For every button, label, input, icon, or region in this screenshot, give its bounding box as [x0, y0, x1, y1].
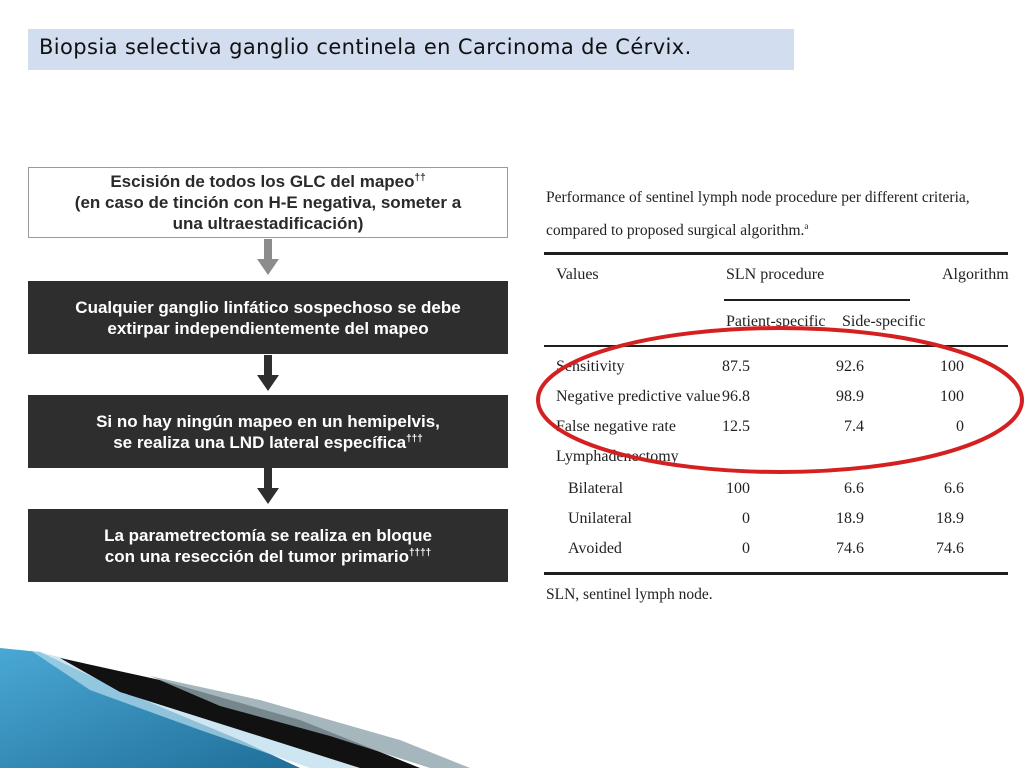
header-patient-specific: Patient-specific — [726, 313, 826, 330]
caption-mark: a — [804, 221, 809, 231]
step-4-line-1: La parametrectomía se realiza en bloque — [104, 525, 432, 545]
step-1-mark: †† — [414, 172, 426, 184]
step-1-line-1: Escisión de todos los GLC del mapeo†† — [110, 172, 426, 191]
table-cell-algorithm: 100 — [940, 388, 964, 405]
table-cell-side-specific: 92.6 — [836, 358, 864, 375]
step-4-mark: †††† — [408, 546, 432, 558]
step-3-line-1: Si no hay ningún mapeo en un hemipelvis, — [96, 411, 440, 431]
step-1-line-3: una ultraestadificación) — [172, 214, 364, 233]
table-row-label: False negative rate — [556, 418, 676, 435]
step-3-line-2: se realiza una LND lateral específica††† — [113, 432, 423, 452]
step-2-line-1: Cualquier ganglio linfático sospechoso se debe — [75, 297, 461, 317]
table-cell-patient-specific: 12.5 — [722, 418, 750, 435]
table-cell-side-specific: 6.6 — [844, 480, 864, 497]
step-4-line-2: con una resección del tumor primario†††† — [104, 546, 432, 566]
table-cell-algorithm: 0 — [956, 418, 964, 435]
table-row-label: Bilateral — [568, 480, 624, 497]
table-cell-patient-specific: 96.8 — [722, 388, 750, 405]
header-sln-procedure: SLN procedure — [726, 266, 825, 283]
table-cell-patient-specific: 87.5 — [722, 358, 750, 375]
table-cell-side-specific: 7.4 — [844, 418, 864, 435]
table-cell-side-specific: 74.6 — [836, 540, 864, 557]
table-row-label: Avoided — [568, 540, 622, 557]
table-row-label: Negative predictive value — [556, 388, 721, 405]
step-3-mark: ††† — [406, 432, 423, 444]
table-row-label: Unilateral — [568, 510, 632, 527]
step-2-line-2: extirpar independientemente del mapeo — [107, 318, 429, 338]
table-cell-patient-specific: 0 — [742, 540, 750, 557]
table-cell-algorithm: 74.6 — [936, 540, 964, 557]
table-cell-algorithm: 18.9 — [936, 510, 964, 527]
table-caption: Performance of sentinel lymph node procedure per different criteria, compared to proposed surgical algorithm.$^a$ — [546, 189, 970, 240]
table-cell-algorithm: 6.6 — [944, 480, 964, 497]
header-values: Values — [556, 266, 599, 283]
header-side-specific: Side-specific — [842, 313, 926, 330]
table-cell-patient-specific: 0 — [742, 510, 750, 527]
step-1-line-2: (en caso de tinción con H-E negativa, someter a — [74, 193, 462, 212]
slide-title: Biopsia selectiva ganglio centinela en Carcinoma de Cérvix. — [28, 29, 794, 70]
table-row-label: Lymphadenectomy — [556, 448, 679, 465]
table-footnote: SLN, sentinel lymph node. — [546, 586, 713, 603]
table-cell-side-specific: 98.9 — [836, 388, 864, 405]
header-algorithm: Algorithm — [942, 266, 1009, 283]
table-cell-algorithm: 100 — [940, 358, 964, 375]
table-cell-patient-specific: 100 — [726, 480, 750, 497]
table-cell-side-specific: 18.9 — [836, 510, 864, 527]
table-row-label: Sensitivity — [556, 358, 625, 375]
